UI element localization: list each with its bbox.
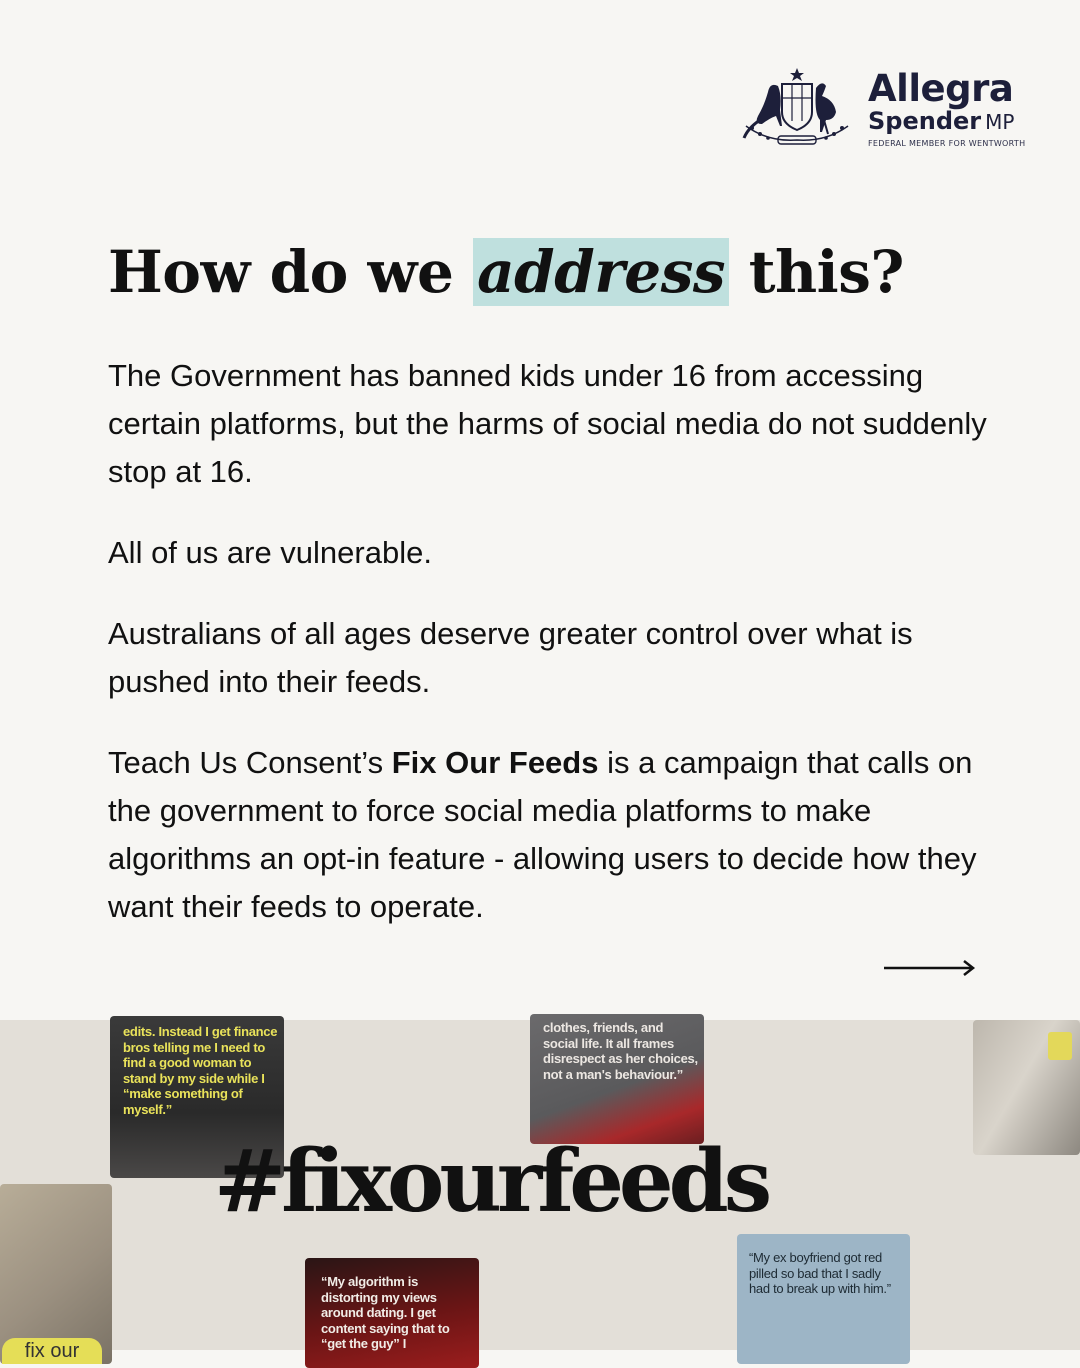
quote-text: clothes, friends, and social life. It all frames disrespect as her choices, not a man's behaviour.”	[543, 1020, 698, 1082]
brand-first-name: Allegra	[868, 67, 1014, 110]
paragraph-1: The Government has banned kids under 16 from accessing certain platforms, but the harms of social media do not suddenly stop at 16.	[108, 358, 987, 489]
title-after: this?	[729, 238, 904, 306]
body-copy	[108, 352, 988, 964]
quote-text: “My ex boyfriend got red pilled so bad that I sadly had to break up with him.”	[749, 1250, 891, 1296]
quote-text: “My algorithm is distorting my views around dating. I get content saying that to “get the guy” I	[321, 1274, 450, 1351]
fix-our-badge: fix our	[2, 1338, 102, 1364]
mp-logo	[738, 66, 1028, 156]
photo-card-profile	[0, 1184, 112, 1364]
brand-last-name: Spender	[868, 107, 982, 135]
australian-coat-of-arms-icon	[738, 66, 856, 148]
campaign-name: Fix Our Feeds	[391, 745, 599, 780]
brand-last-name-line	[868, 108, 1028, 135]
quote-card-ex-boyfriend	[737, 1234, 910, 1364]
page-title	[108, 236, 904, 308]
quote-card-behaviour	[530, 1014, 704, 1144]
paragraph-3: Australians of all ages deserve greater control over what is pushed into their feeds.	[108, 616, 913, 699]
paragraph-4-rest: is a campaign that calls on the government to force social media platforms to make algorithms an opt-in feature - allowing users to decide how they want their feeds to operate.	[108, 745, 977, 924]
brand-subtitle: FEDERAL MEMBER FOR WENTWORTH	[868, 139, 1026, 148]
title-before: How do we	[108, 238, 474, 306]
campaign-collage-image	[0, 1020, 1080, 1362]
photo-card-blurred	[973, 1020, 1080, 1155]
title-highlight: address	[473, 238, 729, 306]
quote-card-algorithm	[305, 1258, 479, 1368]
quote-text: edits. Instead I get finance bros telling me I need to find a good woman to stand by my side while I “make something of myself.”	[123, 1024, 278, 1117]
brand-title-suffix: MP	[985, 110, 1015, 134]
paragraph-4-intro: Teach Us Consent’s	[108, 745, 392, 780]
arrow-right-icon[interactable]	[882, 958, 978, 978]
brand-name	[868, 67, 1028, 148]
paragraph-2: All of us are vulnerable.	[108, 535, 432, 570]
paragraph-4	[108, 739, 988, 931]
hourglass-icon	[1048, 1032, 1072, 1060]
campaign-hashtag: #fixourfeeds	[214, 1131, 768, 1232]
